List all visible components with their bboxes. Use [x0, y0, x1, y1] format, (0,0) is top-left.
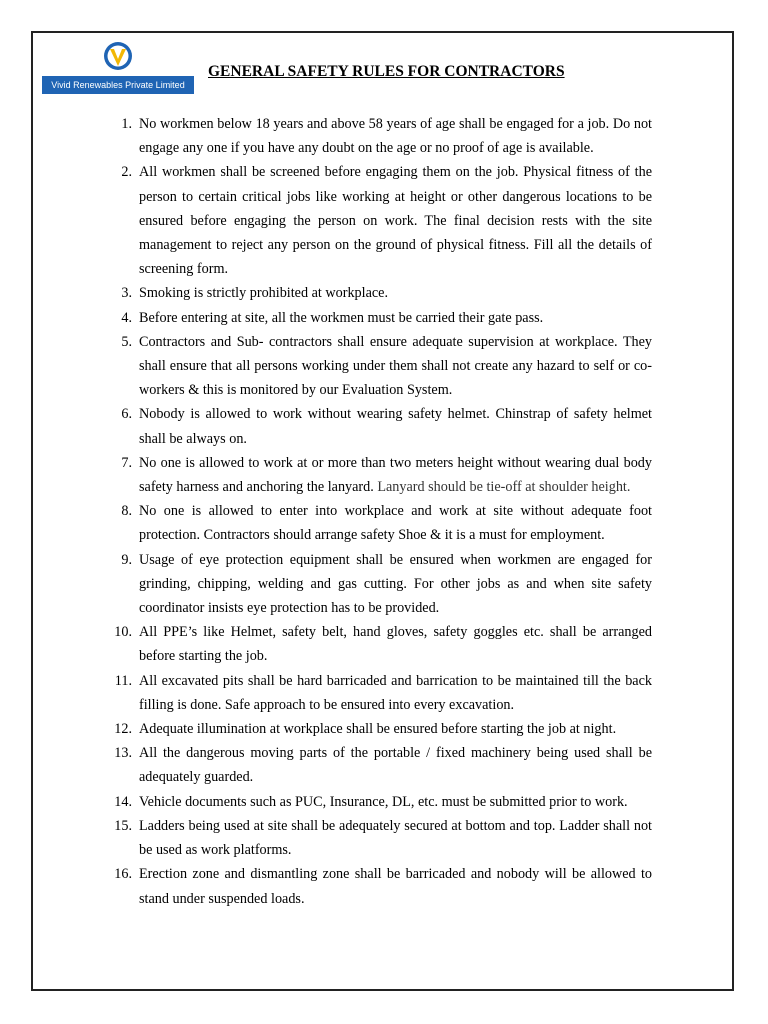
rule-text: Adequate illumination at workplace shall be ensured before starting the job at night.: [139, 721, 617, 738]
rule-item: [106, 790, 652, 814]
rule-item: [106, 402, 652, 450]
rule-item: [106, 451, 652, 499]
rule-text: Vehicle documents such as PUC, Insurance, DL, etc. must be submitted prior to work.: [139, 793, 628, 810]
rule-text: All workmen shall be screened before engaging them on the job. Physical fitness of the person to certain critical jobs like working at height or other dangerous locations to be ensured before engaging the person on work. The final decision rests with the site management to reject any person on the ground of physical fitness. Fill all the details of screening form.: [139, 164, 652, 278]
rule-number: 7.: [121, 454, 132, 471]
rule-number: 14.: [114, 793, 132, 810]
rule-number: 3.: [121, 285, 132, 302]
rule-number: 4.: [121, 309, 132, 326]
rule-item: [106, 814, 652, 862]
rule-item: [106, 862, 652, 910]
rules-list: [106, 112, 652, 911]
rule-number: 15.: [114, 817, 132, 834]
rule-number: 12.: [114, 721, 132, 738]
rule-number: 1.: [121, 116, 132, 132]
rule-number: 2.: [121, 164, 132, 181]
rule-text: Nobody is allowed to work without wearing safety helmet. Chinstrap of safety helmet shall be always on.: [139, 406, 652, 447]
rule-number: 11.: [114, 672, 132, 689]
rule-item: [106, 717, 652, 741]
company-logo-emblem-icon: [97, 40, 139, 74]
logo-company-name: Vivid Renewables Private Limited: [42, 76, 194, 94]
rule-text: Ladders being used at site shall be adequately secured at bottom and top. Ladder shall not be used as work platforms.: [139, 817, 652, 859]
company-logo: [42, 40, 194, 94]
rule-number: 10.: [114, 624, 132, 641]
rule-item: [106, 281, 652, 305]
rule-item: [106, 112, 652, 160]
rule-number: 9.: [121, 551, 132, 568]
rule-text: All excavated pits shall be hard barricaded and barrication to be maintained till the back filling is done. Safe approach to be ensured into every excavation.: [139, 672, 652, 713]
rule-item: [106, 160, 652, 281]
rule-text: No workmen below 18 years and above 58 years of age shall be engaged for a job. Do not engage any one if you have any doubt on the age or no proof of age is available.: [139, 116, 652, 157]
rule-number: 8.: [121, 503, 132, 520]
rule-item: [106, 669, 652, 717]
rule-text: Smoking is strictly prohibited at workplace.: [139, 285, 389, 302]
rule-text: No one is allowed to enter into workplace and work at site without adequate foot protection. Contractors should arrange safety Shoe & it is a must for employment.: [139, 503, 652, 544]
rule-number: 16.: [114, 866, 132, 883]
rule-item: [106, 330, 652, 403]
rule-item: [106, 620, 652, 668]
rule-number: 6.: [121, 406, 132, 423]
rule-number: 13.: [114, 745, 132, 762]
rule-text: All PPE’s like Helmet, safety belt, hand gloves, safety goggles etc. shall be arranged before starting the job.: [139, 624, 652, 665]
rule-item: [106, 548, 652, 621]
rule-text: Erection zone and dismantling zone shall be barricaded and nobody will be allowed to stand under suspended loads.: [139, 866, 652, 907]
document-title: GENERAL SAFETY RULES FOR CONTRACTORS: [208, 63, 565, 80]
rule-text: All the dangerous moving parts of the portable / fixed machinery being used shall be adequately guarded.: [139, 745, 652, 786]
rule-item: [106, 741, 652, 789]
rule-text-extra: Lanyard should be tie-off at shoulder height.: [373, 479, 631, 496]
rule-text: Usage of eye protection equipment shall be ensured when workmen are engaged for grinding, chipping, welding and gas cutting. For other jobs as and when site safety coordinator insists eye protection has to be provided.: [139, 551, 652, 617]
rule-item: [106, 306, 652, 330]
rule-text: Contractors and Sub- contractors shall ensure adequate supervision at workplace. They shall ensure that all persons working under them shall not create any hazard to self or co-workers & this is monitored by our Evaluation System.: [139, 333, 652, 399]
rule-text: Before entering at site, all the workmen must be carried their gate pass.: [139, 309, 544, 326]
rule-item: [106, 499, 652, 547]
rule-text: No one is allowed to work at or more than two meters height without wearing dual body safety harness and anchoring the lanyard.: [139, 454, 652, 496]
rule-number: 5.: [121, 333, 132, 350]
